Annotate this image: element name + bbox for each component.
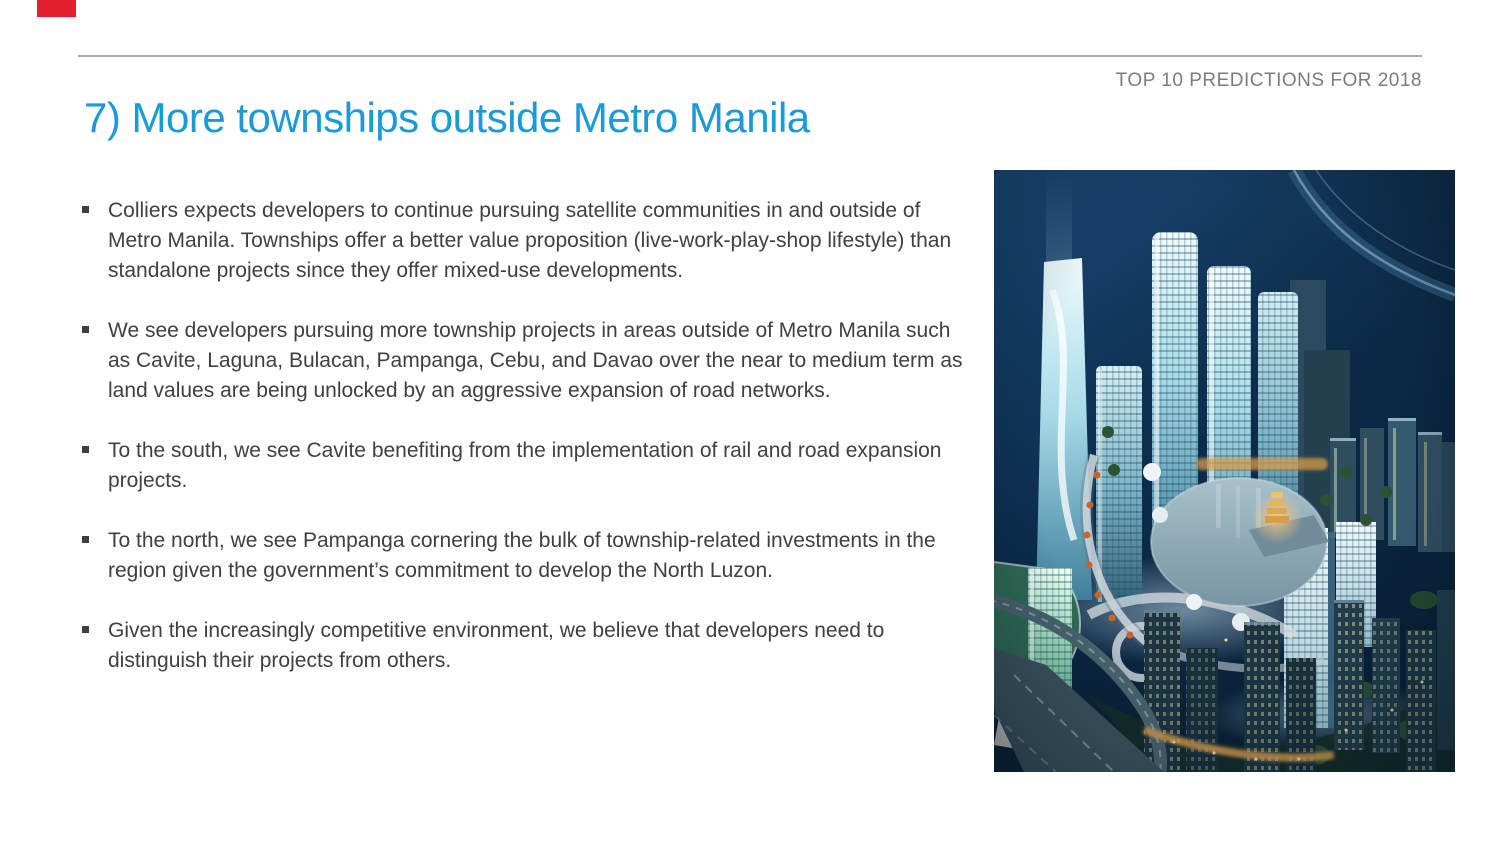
page-title: 7) More townships outside Metro Manila xyxy=(84,94,810,141)
bullet-item xyxy=(82,196,968,286)
bullet-item xyxy=(82,436,968,496)
township-render-image xyxy=(994,170,1455,772)
slide-eyebrow: TOP 10 PREDICTIONS FOR 2018 xyxy=(1115,70,1422,91)
bullet-item xyxy=(82,616,968,676)
bullet-list xyxy=(82,196,968,706)
bullet-text: Given the increasingly competitive environment, we believe that developers need to distinguish their projects from others. xyxy=(108,619,885,672)
bullet-text: To the north, we see Pampanga cornering the bulk of township-related investments in the region given the government’s commitment to develop the North Luzon. xyxy=(108,529,936,582)
bullet-square-icon xyxy=(82,626,89,633)
header-divider xyxy=(78,55,1422,57)
bullet-item xyxy=(82,316,968,406)
bullet-square-icon xyxy=(82,326,89,333)
bullet-square-icon xyxy=(82,446,89,453)
bullet-text: We see developers pursuing more township projects in areas outside of Metro Manila such as Cavite, Laguna, Bulacan, Pampanga, Cebu, and Davao over the near to medium term as land values are being unlocked by an aggressive expansion of road networks. xyxy=(108,319,963,402)
bullet-text: To the south, we see Cavite benefiting from the implementation of rail and road expansion projects. xyxy=(108,439,942,492)
bullet-square-icon xyxy=(82,206,89,213)
vignette-overlay xyxy=(994,170,1455,772)
bullet-square-icon xyxy=(82,536,89,543)
brand-accent-bar xyxy=(37,0,76,17)
bullet-item xyxy=(82,526,968,586)
bullet-text: Colliers expects developers to continue pursuing satellite communities in and outside of Metro Manila. Townships offer a better value proposition (live-work-play-shop lifestyle) than standalone projects since they offer mixed-use developments. xyxy=(108,199,952,282)
